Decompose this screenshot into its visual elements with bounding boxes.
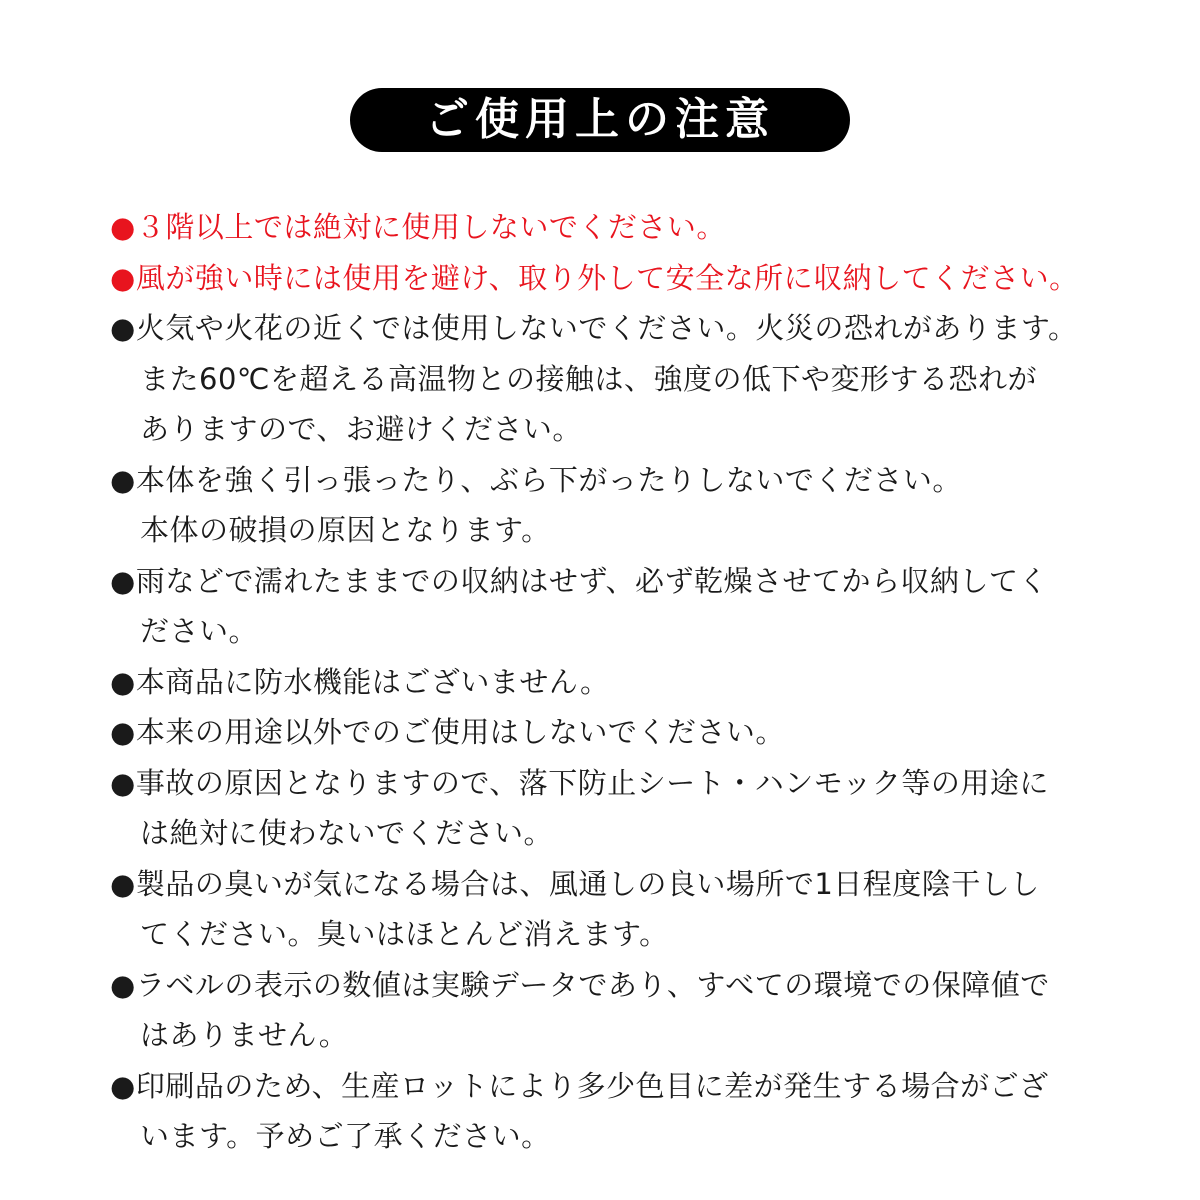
caution-line: 印刷品のため、生産ロットにより多少色目に差が発生する場合がござ [135, 1068, 1049, 1103]
caution-item [110, 202, 1110, 253]
caution-item [110, 253, 1110, 304]
caution-line: は絶対に使わないでください。 [140, 816, 554, 850]
bullet-icon: ● [110, 1068, 136, 1103]
caution-item-text [110, 202, 1110, 253]
caution-line: 製品の臭いが気になる場合は、風通しの良い場所で1日程度陰干しし [135, 866, 1040, 901]
caution-line: ３階以上では絶対に使用しないでください。 [135, 210, 726, 244]
caution-item [110, 960, 1110, 1061]
caution-item-text [110, 859, 1110, 910]
caution-line: はありません。 [140, 1018, 349, 1052]
caution-line: てください。臭いはほとんど消えます。 [140, 917, 669, 951]
caution-line: ありますので、お避けください。 [140, 412, 582, 446]
caution-line: 風が強い時には使用を避け、取り外して安全な所に収納してください。 [135, 260, 1079, 295]
page-title: ご使用上の注意 [425, 94, 775, 145]
bullet-icon: ● [110, 210, 136, 244]
bullet-icon: ● [110, 260, 136, 295]
caution-item-text [110, 253, 1110, 304]
caution-item-text [110, 303, 1110, 354]
caution-item-text [110, 556, 1110, 607]
caution-line: 本体の破損の原因となります。 [140, 513, 551, 547]
bullet-icon: ● [110, 967, 136, 1002]
caution-item-text [110, 657, 1110, 708]
caution-line: 本商品に防水機能はございません。 [135, 664, 610, 699]
caution-item [110, 455, 1110, 556]
caution-item-text [110, 960, 1110, 1011]
bullet-icon: ● [110, 563, 136, 598]
caution-line: 事故の原因となりますので、落下防止シート・ハンモック等の用途に [135, 765, 1049, 800]
caution-line: 本体を強く引っ張ったり、ぶら下がったりしないでください。 [135, 462, 962, 497]
caution-item [110, 556, 1110, 657]
bullet-icon: ● [110, 311, 136, 345]
caution-line: ラベルの表示の数値は実験データであり、すべての環境での保障値で [135, 967, 1050, 1002]
bullet-icon: ● [110, 715, 136, 749]
caution-item [110, 303, 1110, 455]
caution-item [110, 657, 1110, 708]
caution-item-text [110, 1061, 1110, 1112]
caution-item-text [110, 707, 1110, 758]
caution-item [110, 758, 1110, 859]
caution-line: います。予めご了承ください。 [140, 1119, 551, 1153]
caution-item [110, 1061, 1110, 1162]
caution-item [110, 707, 1110, 758]
caution-line: ださい。 [140, 614, 259, 648]
title-banner [350, 88, 850, 152]
caution-item-text [110, 758, 1110, 809]
caution-item [110, 859, 1110, 960]
bullet-icon: ● [110, 664, 136, 699]
bullet-icon: ● [110, 462, 136, 497]
caution-line: 雨などで濡れたままでの収納はせず、必ず乾燥させてから収納してく [135, 563, 1048, 598]
caution-list [110, 202, 1110, 1162]
bullet-icon: ● [110, 866, 136, 901]
bullet-icon: ● [110, 765, 136, 800]
caution-line: 火気や火花の近くでは使用しないでください。火災の恐れがあります。 [135, 311, 1078, 345]
caution-line: 本来の用途以外でのご使用はしないでください。 [135, 715, 785, 749]
caution-item-text [110, 455, 1110, 506]
caution-line: また60℃を超える高温物との接触は、強度の低下や変形する恐れが [140, 361, 1037, 396]
